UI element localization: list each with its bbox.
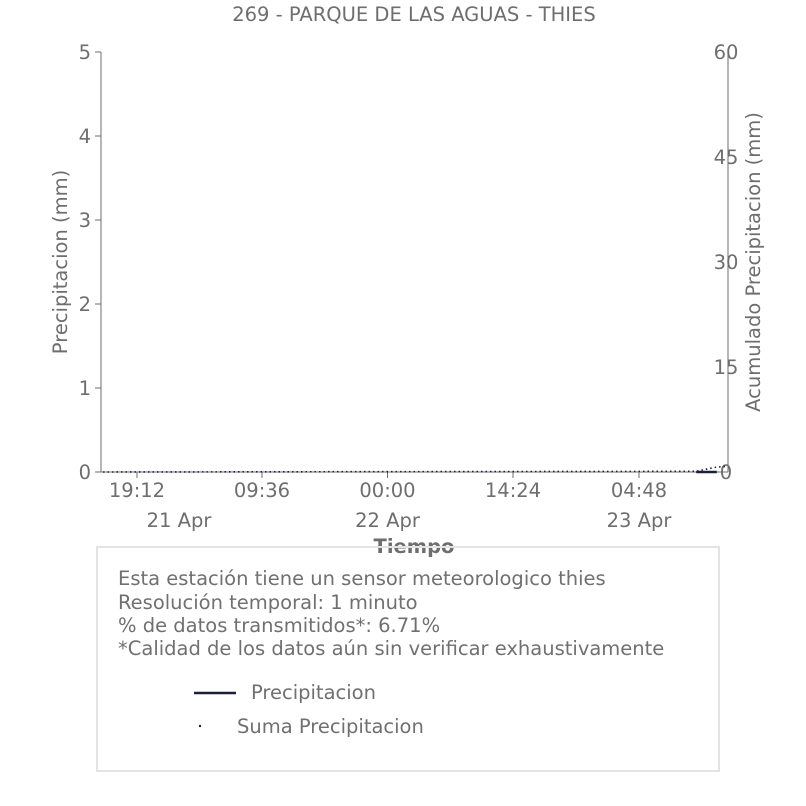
x-tick-label: 09:36: [233, 479, 291, 502]
x-tick-label: 04:48: [610, 479, 668, 502]
y-tick-label: 5: [78, 41, 91, 64]
y-tick-label: 4: [78, 125, 91, 148]
right-y-ticks: [714, 41, 739, 484]
left-y-ticks: [79, 41, 101, 484]
x-tick-label: 14:24: [484, 479, 542, 502]
y-axis-label: Precipitacion (mm): [49, 169, 72, 355]
x-tick-label: 19:12: [108, 479, 166, 502]
info-line-transmitted: % de datos transmitidos*: 6.71%: [118, 614, 441, 637]
legend-dot-swatch: [194, 721, 214, 731]
y2-tick-label: 0: [719, 461, 733, 484]
info-line-station: Esta estación tiene un sensor meteorologico thies: [118, 567, 606, 590]
y2-tick-label: 30: [713, 251, 739, 274]
chart-title: 269 - PARQUE DE LAS AGUAS - THIES: [232, 3, 596, 26]
x-ticks: [109, 472, 672, 532]
legend-line-swatch: [192, 688, 242, 698]
y2-tick-label: 45: [713, 146, 739, 169]
info-line-quality: *Calidad de los datos aún sin verificar exhaustivamente: [118, 637, 665, 660]
legend-label-suma-precipitacion: Suma Precipitacion: [237, 715, 424, 738]
y2-tick-label: 60: [713, 41, 739, 64]
y-tick-label: 3: [78, 209, 91, 232]
legend-label-precipitacion: Precipitacion: [251, 681, 376, 704]
series-line-suma-precipitacion: [103, 466, 726, 472]
x-tick-date-label: 21 Apr: [146, 509, 212, 532]
y-tick-label: 1: [78, 377, 91, 400]
x-axis-label: Tiempo: [373, 535, 455, 558]
y-tick-label: 2: [78, 293, 91, 316]
x-tick-date-label: 22 Apr: [355, 509, 420, 532]
y2-tick-label: 15: [713, 356, 739, 379]
y2-axis-label: Acumulado Precipitacion (mm): [742, 112, 765, 412]
x-tick-label: 00:00: [359, 479, 416, 502]
info-line-resolution: Resolución temporal: 1 minuto: [118, 591, 418, 614]
series-layer: [103, 466, 726, 472]
x-tick-date-label: 23 Apr: [606, 509, 672, 532]
info-box: [96, 546, 720, 772]
y-tick-label: 0: [78, 461, 91, 484]
